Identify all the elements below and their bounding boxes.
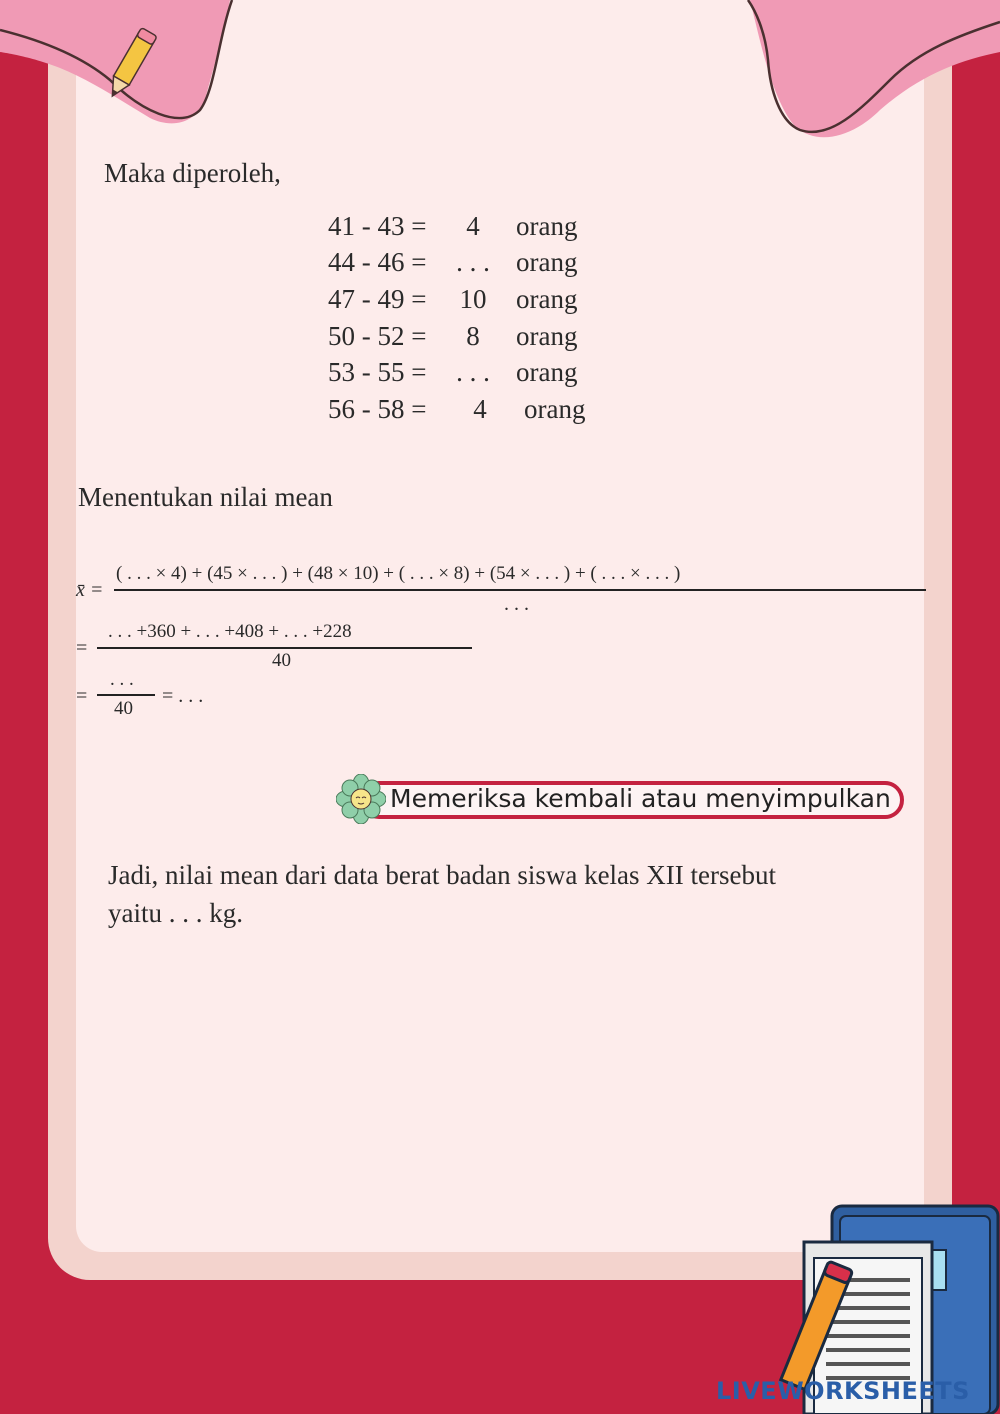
fraction-line bbox=[114, 589, 926, 591]
fraction-line bbox=[97, 694, 155, 696]
range-cell: 56 - 58 = bbox=[328, 393, 427, 424]
section-label: Memeriksa kembali atau menyimpulkan bbox=[390, 784, 891, 813]
unit-cell: orang bbox=[516, 283, 578, 314]
table-row bbox=[328, 281, 585, 318]
count-cell: 4 bbox=[473, 393, 487, 424]
mean-heading: Menentukan nilai mean bbox=[78, 482, 333, 512]
unit-cell: orang bbox=[516, 320, 578, 351]
line3-result: = . . . bbox=[162, 685, 204, 707]
range-cell: 53 - 55 = bbox=[328, 357, 427, 388]
range-cell: 41 - 43 = bbox=[328, 210, 427, 241]
line1-numerator: ( . . . × 4) + (45 × . . . ) + (48 × 10) + ( . . . × 8) + (54 × . . . ) + ( . . . × . . . ) bbox=[116, 563, 681, 584]
unit-cell: orang bbox=[516, 210, 578, 241]
line2-denominator: 40 bbox=[272, 650, 291, 671]
equals-sign: = bbox=[76, 637, 88, 659]
line3-denominator: 40 bbox=[114, 698, 133, 719]
table-row bbox=[328, 208, 585, 245]
intro-text: Maka diperoleh, bbox=[104, 158, 281, 188]
table-row bbox=[328, 245, 585, 282]
unit-cell: orang bbox=[516, 357, 578, 388]
conclusion-line-2: yaitu . . . kg. bbox=[108, 898, 243, 928]
count-cell: 8 bbox=[466, 320, 480, 351]
line2-numerator: . . . +360 + . . . +408 + . . . +228 bbox=[108, 621, 352, 642]
unit-cell: orang bbox=[524, 393, 586, 424]
range-cell: 44 - 46 = bbox=[328, 247, 427, 278]
count-cell: 4 bbox=[466, 210, 480, 241]
flower-icon bbox=[336, 774, 386, 824]
count-cell: 10 bbox=[459, 283, 487, 314]
conclusion-line-1: Jadi, nilai mean dari data berat badan siswa kelas XII tersebut bbox=[108, 860, 776, 890]
fraction-line bbox=[97, 647, 472, 649]
line1-denominator: . . . bbox=[504, 593, 529, 615]
frequency-table bbox=[328, 208, 585, 428]
count-cell: . . . bbox=[456, 247, 490, 278]
range-cell: 50 - 52 = bbox=[328, 320, 427, 351]
xbar-symbol: x̄ = bbox=[76, 579, 104, 601]
equals-sign: = bbox=[76, 685, 88, 707]
line3-numerator: . . . bbox=[110, 669, 134, 690]
pencil-icon bbox=[88, 22, 168, 112]
range-cell: 47 - 49 = bbox=[328, 283, 427, 314]
table-row bbox=[328, 318, 585, 355]
table-row bbox=[328, 354, 585, 391]
count-cell: . . . bbox=[456, 357, 490, 388]
table-row bbox=[328, 391, 585, 428]
liveworksheets-watermark: LIVEWORKSHEETS bbox=[716, 1377, 970, 1405]
unit-cell: orang bbox=[516, 247, 578, 278]
